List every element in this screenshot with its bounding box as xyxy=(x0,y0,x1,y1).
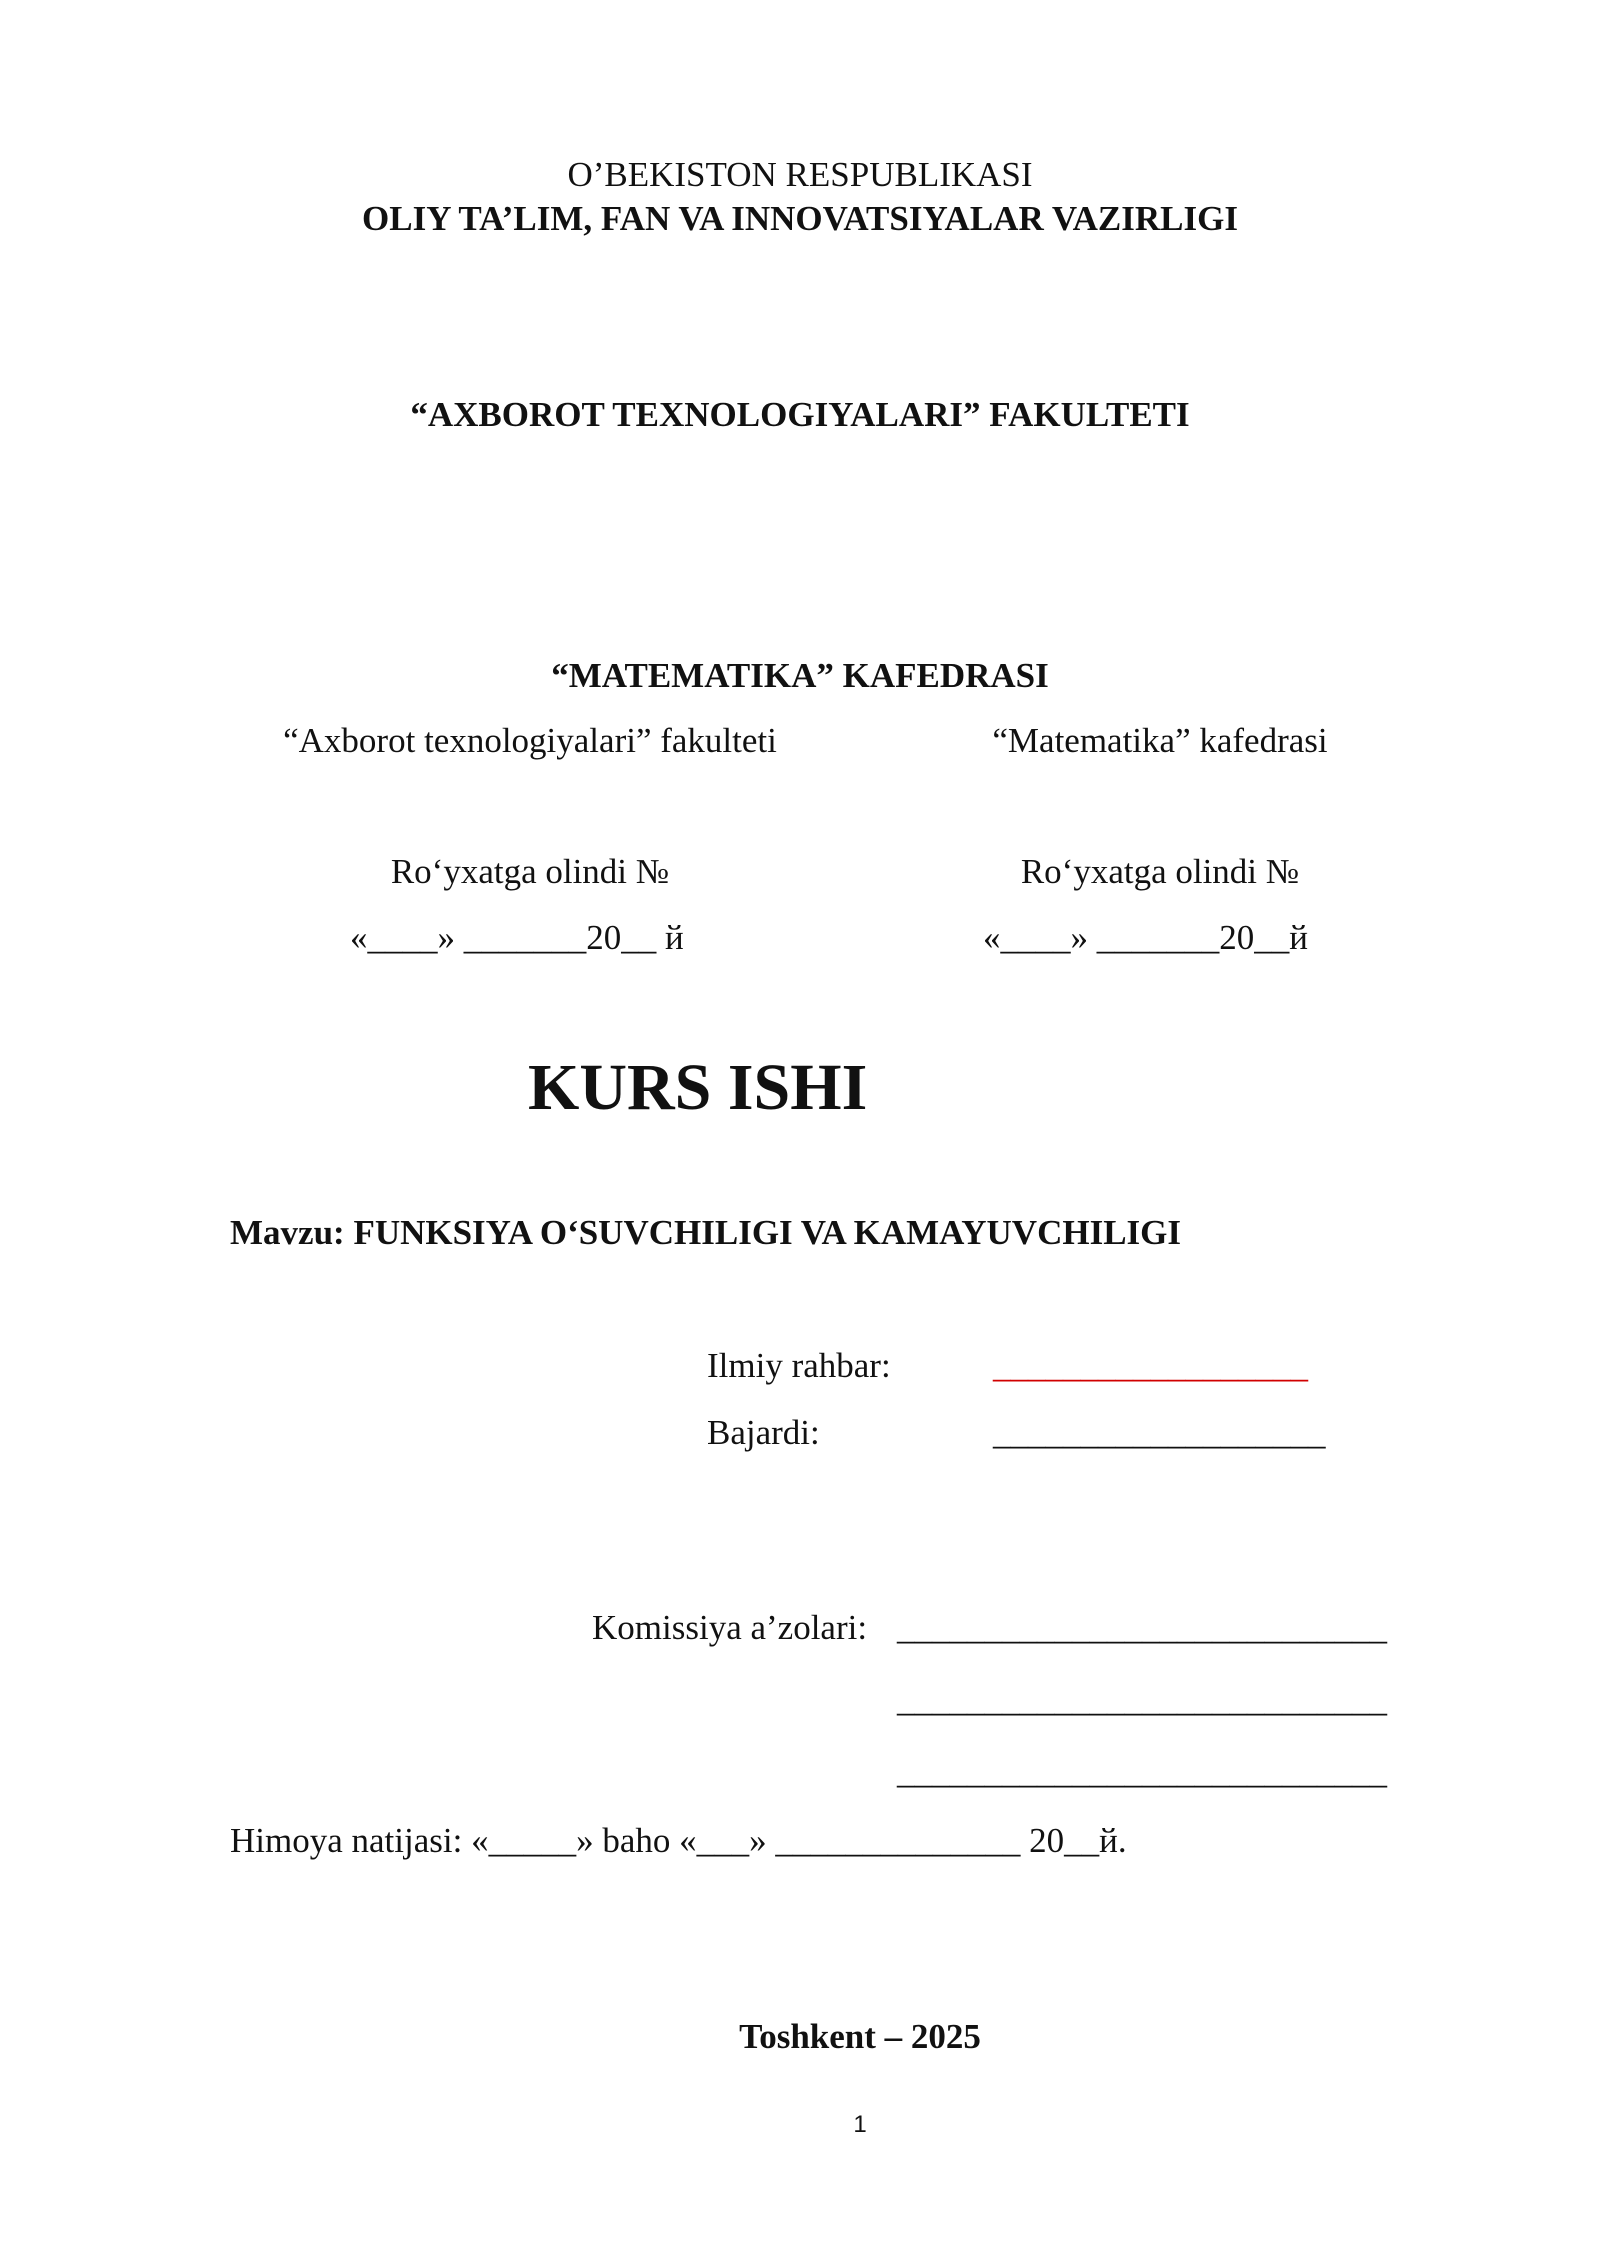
registration-left-label: Roʻyxatga olindi № xyxy=(390,852,670,891)
registration-right-date: «____» _______20__й xyxy=(983,918,1308,957)
page-number: 1 xyxy=(853,2111,867,2138)
registration-left-date: «____» _______20__ й xyxy=(350,918,684,957)
department-heading: “MATEMATIKA” KAFEDRASI xyxy=(551,656,1049,695)
commission-label: Komissiya a’zolari: xyxy=(592,1608,868,1647)
registration-right-label: Roʻyxatga olindi № xyxy=(1020,852,1300,891)
country-heading: O’BEKISTON RESPUBLIKASI xyxy=(567,155,1033,194)
city-year: Toshkent – 2025 xyxy=(739,2017,981,2056)
defense-result-line: Himoya natijasi: «_____» baho «___» ______________ 20__й. xyxy=(230,1821,1127,1860)
registration-left-org: “Axborot texnologiyalari” fakulteti xyxy=(283,721,777,760)
document-title: KURS ISHI xyxy=(528,1051,868,1124)
ministry-heading: OLIY TA’LIM, FAN VA INNOVATSIYALAR VAZIRLIGI xyxy=(362,199,1238,238)
commission-line: ____________________________ xyxy=(897,1752,1387,1791)
author-signature-line: ___________________ xyxy=(993,1413,1326,1452)
faculty-heading: “AXBOROT TEXNOLOGIYALARI” FAKULTETI xyxy=(410,395,1190,434)
supervisor-label: Ilmiy rahbar: xyxy=(707,1346,891,1385)
author-label: Bajardi: xyxy=(707,1413,820,1452)
registration-right-org: “Matematika” kafedrasi xyxy=(992,721,1328,760)
commission-line: ____________________________ xyxy=(897,1680,1387,1719)
topic-line: Mavzu: FUNKSIYA OʻSUVCHILIGI VA KAMAYUVCHILIGI xyxy=(230,1213,1181,1252)
commission-line: ____________________________ xyxy=(897,1608,1387,1647)
supervisor-signature-line: __________________ xyxy=(993,1346,1308,1385)
